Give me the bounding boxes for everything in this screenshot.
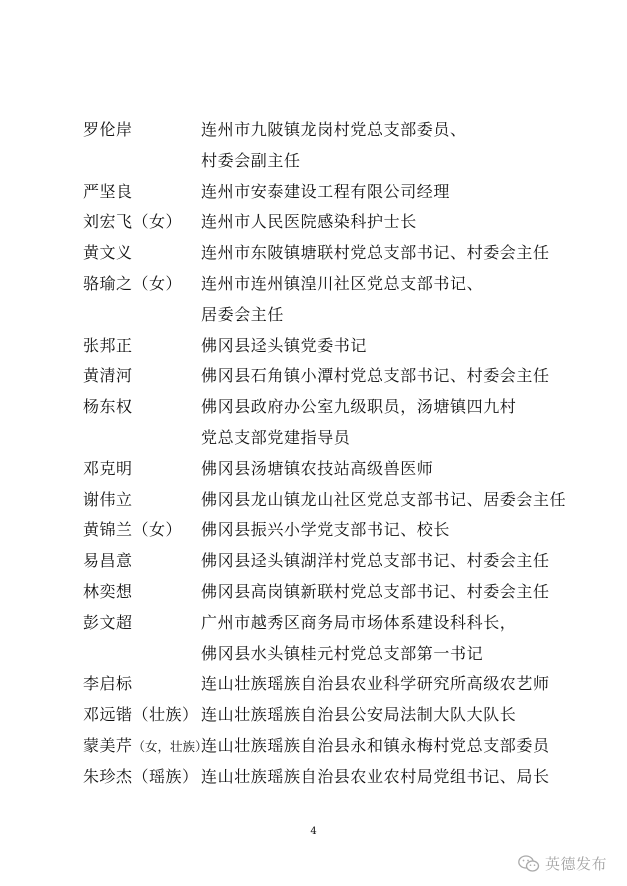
person-name-text: 杨东权 xyxy=(83,397,133,417)
person-role: 连州市东陂镇塘联村党总支部书记、村委会主任 xyxy=(201,243,550,263)
person-role: 佛冈县龙山镇龙山社区党总支部书记、居委会主任 xyxy=(201,489,567,509)
person-name xyxy=(83,244,133,262)
person-role: 连州市九陂镇龙岗村党总支部委员、 xyxy=(201,120,467,139)
person-role-continued: 佛冈县水头镇桂元村党总支部第一书记 xyxy=(201,643,484,663)
person-name xyxy=(83,398,133,416)
person-name xyxy=(83,521,182,539)
roster-line xyxy=(0,422,627,453)
person-name-text: 张邦正 xyxy=(83,335,133,355)
roster-line xyxy=(0,576,627,607)
roster-line xyxy=(0,607,627,638)
person-name-text: 刘宏飞（女） xyxy=(83,212,183,232)
person-name-text: 严坚良 xyxy=(83,181,133,201)
roster-line xyxy=(0,299,627,330)
person-name-text: 黄文义 xyxy=(83,243,133,263)
person-role: 佛冈县高岗镇新联村党总支部书记、村委会主任 xyxy=(201,581,550,601)
roster-line xyxy=(0,206,627,237)
person-role: 佛冈县政府办公室九级职员，汤塘镇四九村 xyxy=(201,397,517,417)
roster-line xyxy=(0,638,627,669)
person-name-text: 谢伟立 xyxy=(83,489,133,509)
person-name xyxy=(83,183,133,201)
person-name-text: 林奕想 xyxy=(83,581,133,601)
person-name-text: 邓远锴（壮族） xyxy=(83,705,199,725)
person-role: 佛冈县迳头镇党委书记 xyxy=(201,335,368,355)
person-role: 佛冈县迳头镇湖洋村党总支部书记、村委会主任 xyxy=(201,551,550,571)
person-name-text: 骆瑜之（女） xyxy=(83,273,183,293)
roster-line xyxy=(0,176,627,207)
page-number: 4 xyxy=(310,826,317,837)
person-name-text: 蒙美芹 xyxy=(83,735,133,755)
person-role: 连山壮族瑶族自治县永和镇永梅村党总支部委员 xyxy=(201,735,550,755)
person-name xyxy=(83,768,199,786)
person-name xyxy=(83,552,133,570)
roster-line xyxy=(0,391,627,422)
person-name-note: （女，壮族） xyxy=(132,738,208,754)
person-name xyxy=(83,367,133,385)
person-role-continued: 党总支部党建指导员 xyxy=(201,427,351,447)
roster-line xyxy=(0,330,627,361)
person-name xyxy=(83,614,133,632)
person-name xyxy=(83,213,182,231)
person-name xyxy=(83,460,133,478)
person-role: 佛冈县振兴小学党支部书记、校长 xyxy=(201,520,451,540)
roster-line xyxy=(0,699,627,730)
roster-line xyxy=(0,668,627,699)
person-role: 连州市安泰建设工程有限公司经理 xyxy=(201,181,451,201)
roster-line xyxy=(0,514,627,545)
person-name xyxy=(83,121,133,139)
person-role: 佛冈县石角镇小潭村党总支部书记、村委会主任 xyxy=(201,366,550,386)
roster-line xyxy=(0,730,627,761)
person-name xyxy=(83,583,133,601)
person-role: 连州市人民医院感染科护士长 xyxy=(201,212,417,232)
wechat-watermark xyxy=(518,853,607,874)
watermark-label: 英德发布 xyxy=(544,855,607,873)
person-name xyxy=(83,491,133,509)
person-name-text: 黄清河 xyxy=(83,366,133,386)
person-name-text: 黄锦兰（女） xyxy=(83,520,183,540)
roster-line xyxy=(0,237,627,268)
roster-line xyxy=(0,484,627,515)
roster-line xyxy=(0,360,627,391)
person-role-continued: 居委会主任 xyxy=(201,304,285,324)
person-role: 连山壮族瑶族自治县公安局法制大队大队长 xyxy=(201,705,517,725)
person-name xyxy=(83,675,133,693)
person-name-text: 邓克明 xyxy=(83,458,133,478)
roster-line xyxy=(0,145,627,176)
person-name xyxy=(83,706,199,724)
roster-list xyxy=(0,114,627,792)
person-name-text: 易昌意 xyxy=(83,551,133,571)
roster-line xyxy=(0,114,627,145)
person-name xyxy=(83,275,182,293)
person-name-text: 罗伦岸 xyxy=(83,120,133,139)
wechat-icon xyxy=(518,855,540,873)
person-role: 佛冈县汤塘镇农技站高级兽医师 xyxy=(201,458,434,478)
roster-line xyxy=(0,761,627,792)
person-name xyxy=(83,737,208,756)
person-role-continued: 村委会副主任 xyxy=(201,150,301,170)
person-name-text: 彭文超 xyxy=(83,612,133,632)
roster-line xyxy=(0,268,627,299)
person-role: 连山壮族瑶族自治县农业农村局党组书记、局长 xyxy=(201,766,550,786)
person-role: 广州市越秀区商务局市场体系建设科科长， xyxy=(201,612,517,632)
person-name xyxy=(83,337,133,355)
person-name-text: 朱珍杰（瑶族） xyxy=(83,766,199,786)
roster-line xyxy=(0,545,627,576)
person-role: 连山壮族瑶族自治县农业科学研究所高级农艺师 xyxy=(201,674,550,694)
person-name-text: 李启标 xyxy=(83,674,133,694)
roster-line xyxy=(0,453,627,484)
person-role: 连州市连州镇湟川社区党总支部书记、 xyxy=(201,273,484,293)
